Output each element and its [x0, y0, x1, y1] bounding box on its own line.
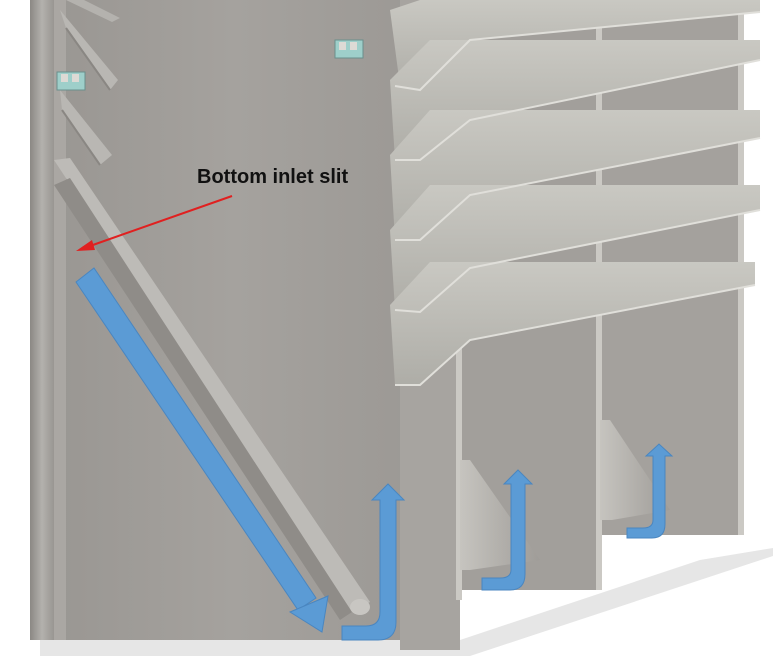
callout-label: Bottom inlet slit: [197, 166, 349, 188]
marker-icon: [57, 72, 85, 90]
left-column: [30, 0, 54, 640]
marker-icon: [335, 40, 363, 58]
